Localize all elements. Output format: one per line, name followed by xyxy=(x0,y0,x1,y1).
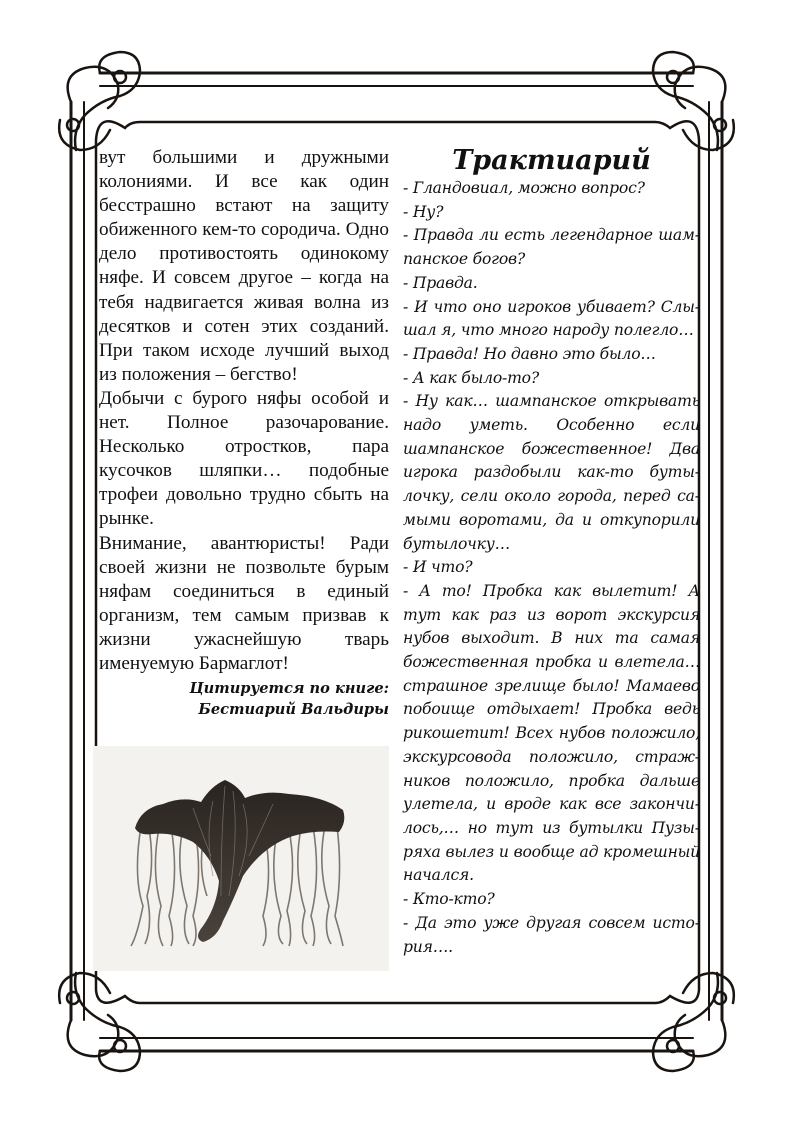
dialogue-line: - Правда! Но давно это было… xyxy=(403,344,656,363)
section-title: Трактиарий xyxy=(452,145,651,176)
dialogue-line: - Ну как… шампанское открывать надо уметь. Особенно если шампанское божественное! Два игрока раздобыли как-то бутылочку, сели около города, перед самыми воротами, да и откупорили бутылочку… xyxy=(403,392,700,553)
creature-cap xyxy=(135,780,344,942)
dialogue-line: - Кто-кто? xyxy=(403,890,495,909)
paragraph: Внимание, авантюристы! Ради своей жизни не позвольте бурым няфам соединиться в единый организм, тем самым призвав к жизни ужаснейшую тварь именуемую Бармаглот! xyxy=(99,532,389,674)
creature-drawing xyxy=(93,746,389,971)
dialogue-line: - Ну? xyxy=(403,202,444,221)
citation xyxy=(99,678,389,720)
dialogue-line: - И что? xyxy=(403,558,473,577)
paragraph: Добычи с бурого няфы особой и нет. Полное разочарование. Несколько отростков, пара кусочков шляпки… подобные трофеи довольно трудно сбыть на рынке. xyxy=(99,387,389,530)
dialogue-line: - Правда. xyxy=(403,273,478,292)
dialogue-line: - Правда ли есть легендарное шампанское богов? xyxy=(403,226,700,269)
dialogue-line: - А как было-то? xyxy=(403,368,540,387)
creature-illustration xyxy=(93,746,389,971)
citation-line-1: Цитируется по книге: xyxy=(189,680,389,698)
dialogue-line: - Да это уже другая совсем история…. xyxy=(403,913,700,956)
paragraph: вут большими и дружными колониями. И все как один бесстрашно встают на защиту обиженного кем-то сородича. Одно дело противостоять одинокому няфе. И совсем другое – когда на тебя надвигается живая волна из десятков и сотен этих созданий. При таком исходе лучший выход из положения – бегство! xyxy=(99,147,389,385)
bestiary-excerpt xyxy=(99,146,389,720)
dialogue-line: - Гландовиал, можно вопрос? xyxy=(403,179,645,197)
tavern-dialogue xyxy=(403,145,700,959)
dialogue-line: - А то! Пробка как вылетит! А тут как раз из ворот экскурсия нубов выходит. В них та самая божественная пробка и влетела… страшное зрелище было! Мамаево побоище отдыхает! Пробка ведь рикошетит! Всех нубов положило, экскурсовода положило, стражников положило, пробка дальше улетела, и вроде как все закончилось,… но тут из бутылки Пузыряха вылез и вообще ад кромешный начался. xyxy=(403,581,700,885)
citation-line-2: Бестиарий Вальдиры xyxy=(198,701,389,719)
dialogue-line: - И что оно игроков убивает? Слышал я, что много народу полегло… xyxy=(403,297,700,340)
